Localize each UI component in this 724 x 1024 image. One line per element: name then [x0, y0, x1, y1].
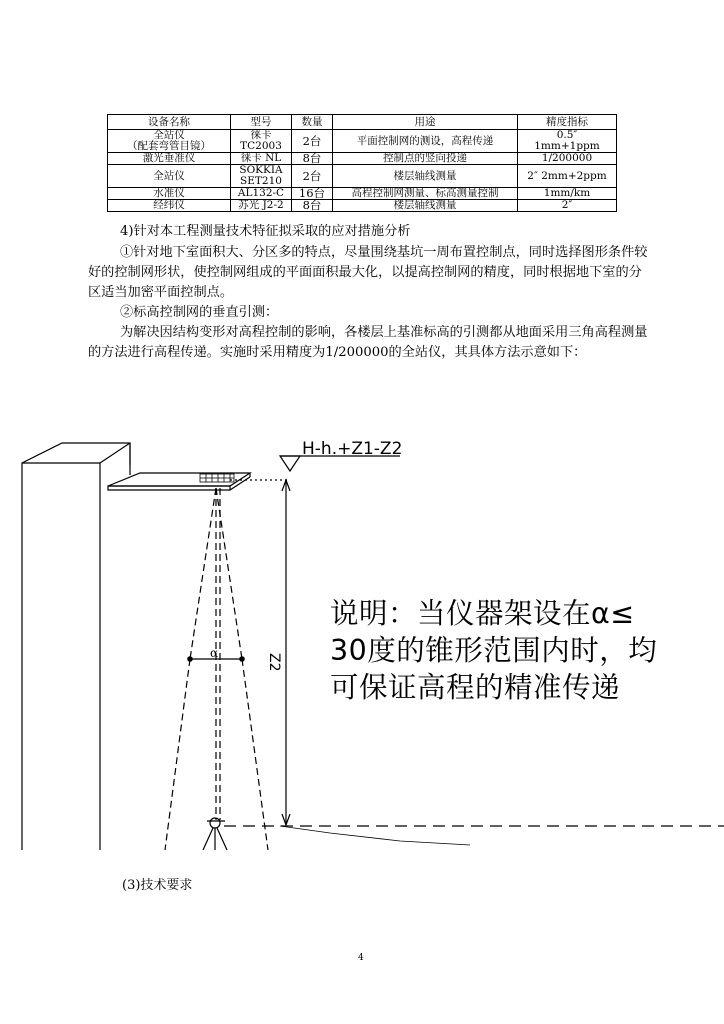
z2-label: Z2: [266, 653, 282, 672]
col-header-model: 型号: [231, 115, 292, 130]
cell-name: 经纬仪: [108, 200, 231, 212]
cell-model: AL132-C: [231, 188, 292, 200]
equipment-table: [107, 114, 617, 212]
cell-use: 控制点的竖向投递: [333, 153, 518, 165]
cell-model: SOKKIA SET210: [231, 165, 292, 188]
table-row: [108, 188, 617, 200]
floor-slab: [108, 473, 250, 490]
table-row: [108, 153, 617, 165]
cell-qty: 8台: [292, 200, 333, 212]
cell-precision: 0.5″ 1mm+1ppm: [518, 130, 617, 153]
paragraph-item2-title: ②标高控制网的垂直引测：: [120, 305, 279, 320]
building-column: [22, 443, 130, 850]
col-header-precision: 精度指标: [518, 115, 617, 130]
col-header-name: 设备名称: [108, 115, 231, 130]
note-line-2: 30度的锥形范围内时，均: [330, 634, 658, 667]
cell-precision: 1mm/km: [518, 188, 617, 200]
paragraph-item1: ①针对地下室面积大、分区多的特点，尽量围绕基坑一周布置控制点，同时选择图形条件较好的控制网形状，使控制网组成的平面面积最大化，以提高控制网的精度，同时根据地下室的分区适当加密平面控制点。: [88, 245, 648, 300]
sight-cone: [165, 488, 268, 850]
section-heading-4: 4)针对本工程测量技术特征拟采取的应对措施分析: [120, 224, 411, 239]
cell-name: 水准仪: [108, 188, 231, 200]
paragraph-item2-body: 为解决因结构变形对高程控制的影响，各楼层上基准标高的引测都从地面采用三角高程测量的方法进行高程传递。实施时采用精度为1/200000的全站仪，其具体方法示意如下：: [88, 325, 648, 360]
cell-model: 徕卡 NL: [231, 153, 292, 165]
cell-model: 徕卡 TC2003: [231, 130, 292, 153]
section-heading-3: (3)技术要求: [122, 878, 193, 893]
cell-qty: 8台: [292, 153, 333, 165]
note-line-3: 可保证高程的精准传递: [330, 671, 621, 704]
col-header-qty: 数量: [292, 115, 333, 130]
total-station-icon: [203, 818, 227, 850]
table-row: [108, 200, 617, 212]
cell-precision: 2″: [518, 200, 617, 212]
table-row: [108, 130, 617, 153]
cell-model: 苏光 J2-2: [231, 200, 292, 212]
diagram-note: [330, 595, 722, 706]
cell-name: 全站仪: [108, 165, 231, 188]
cell-precision: 1/200000: [518, 153, 617, 165]
alpha-label: α: [210, 646, 219, 660]
note-line-1: 说明：当仪器架设在α≤: [330, 597, 635, 630]
formula-label: H-h.+Z1-Z2: [302, 439, 403, 459]
col-header-use: 用途: [333, 115, 518, 130]
cell-name: 全站仪 （配套弯管目镜）: [108, 130, 231, 153]
table-row: [108, 165, 617, 188]
cell-qty: 2台: [292, 130, 333, 153]
cell-qty: 16台: [292, 188, 333, 200]
cell-qty: 2台: [292, 165, 333, 188]
table-header-row: [108, 115, 617, 130]
cell-use: 高程控制网测量、标高测量控制: [333, 188, 518, 200]
page-number: 4: [358, 953, 364, 963]
cell-use: 平面控制网的测设，高程传递: [333, 130, 518, 153]
cell-precision: 2″ 2mm+2ppm: [518, 165, 617, 188]
cell-use: 楼层轴线测量: [333, 165, 518, 188]
cell-name: 激光垂准仪: [108, 153, 231, 165]
cell-use: 楼层轴线测量: [333, 200, 518, 212]
